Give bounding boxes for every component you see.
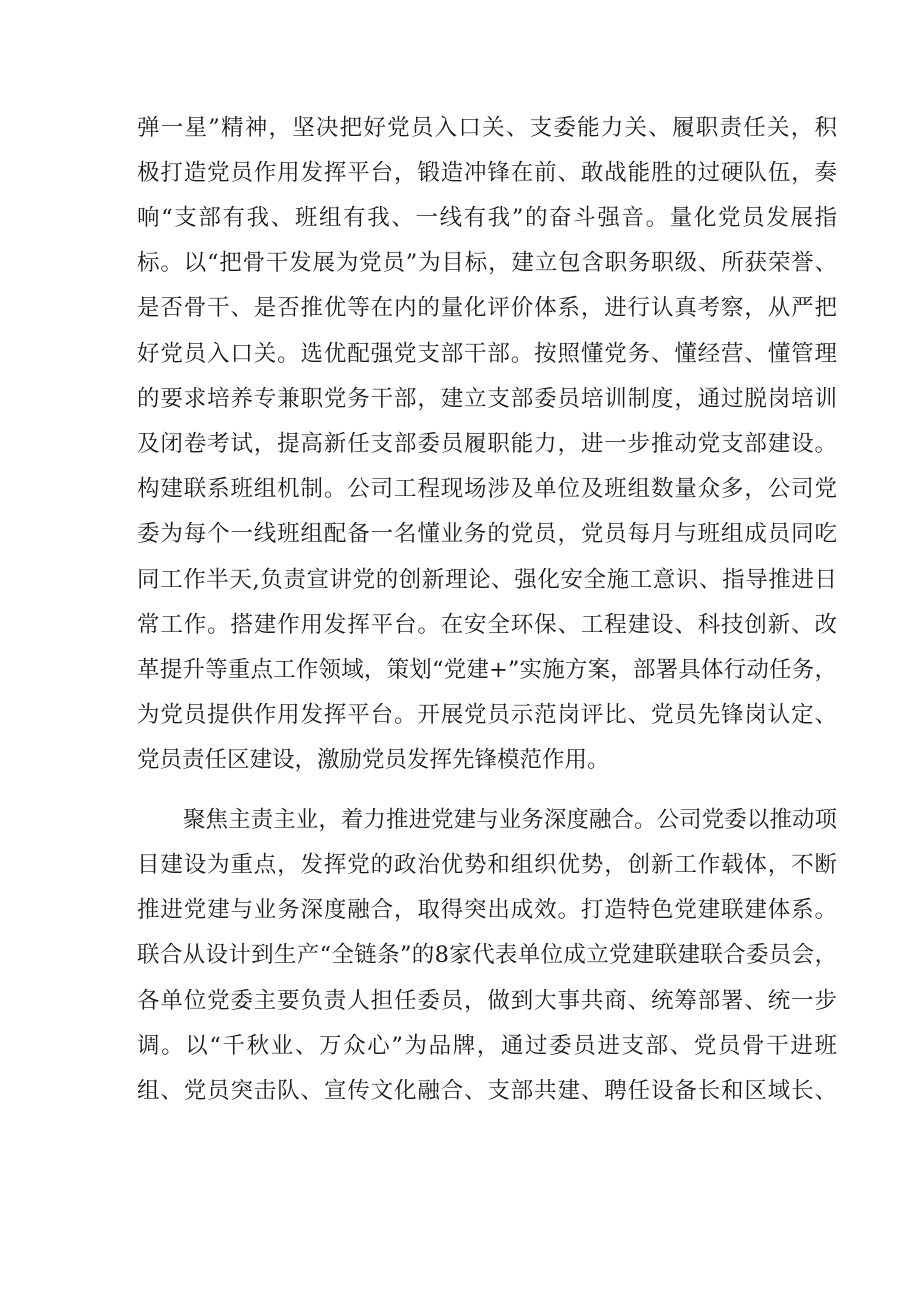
text-line: 及闭卷考试，提高新任支部委员履职能力，进一步推动党支部建设。 (137, 431, 837, 457)
text-line: 聚焦主责主业，着力推进党建与业务深度融合。公司党委以推动项 (183, 807, 837, 833)
text-line: 好党员入口关。选优配强党支部干部。按照懂党务、懂经营、懂管理 (137, 341, 837, 367)
text-line: 调。以“千秋业、万众心”为品牌，通过委员进支部、党员骨干进班 (137, 1033, 837, 1059)
text-line: 联合从设计到生产“全链条”的8家代表单位成立党建联建联合委员会， (137, 942, 837, 968)
text-line: 弹一星”精神，坚决把好党员入口关、支委能力关、履职责任关，积 (137, 115, 837, 141)
text-line: 各单位党委主要负责人担任委员，做到大事共商、统筹部署、统一步 (137, 988, 837, 1014)
text-line: 常工作。搭建作用发挥平台。在安全环保、工程建设、科技创新、改 (137, 612, 837, 638)
text-line: 党员责任区建设，激励党员发挥先锋模范作用。 (137, 747, 610, 773)
text-line: 委为每个一线班组配备一名懂业务的党员，党员每月与班组成员同吃 (137, 521, 837, 547)
text-line: 响“支部有我、班组有我、一线有我”的奋斗强音。量化党员发展指 (137, 205, 837, 231)
text-line: 为党员提供作用发挥平台。开展党员示范岗评比、党员先锋岗认定、 (137, 702, 837, 728)
text-line: 是否骨干、是否推优等在内的量化评价体系，进行认真考察，从严把 (137, 295, 837, 321)
text-line: 组、党员突击队、宣传文化融合、支部共建、聘任设备长和区域长、 (137, 1078, 837, 1104)
text-line: 革提升等重点工作领域，策划“党建+”实施方案，部署具体行动任务， (137, 657, 837, 683)
text-line: 推进党建与业务深度融合，取得突出成效。打造特色党建联建体系。 (137, 897, 837, 923)
text-line: 目建设为重点，发挥党的政治优势和组织优势，创新工作载体，不断 (137, 852, 837, 878)
text-line: 极打造党员作用发挥平台，锻造冲锋在前、敢战能胜的过硬队伍，奏 (137, 160, 837, 186)
text-line: 的要求培养专兼职党务干部，建立支部委员培训制度，通过脱岗培训 (137, 386, 837, 412)
text-line: 标。以“把骨干发展为党员”为目标，建立包含职务职级、所获荣誉、 (137, 250, 837, 276)
text-line: 构建联系班组机制。公司工程现场涉及单位及班组数量众多，公司党 (137, 476, 837, 502)
text-line: 同工作半天,负责宣讲党的创新理论、强化安全施工意识、指导推进日 (137, 567, 837, 593)
